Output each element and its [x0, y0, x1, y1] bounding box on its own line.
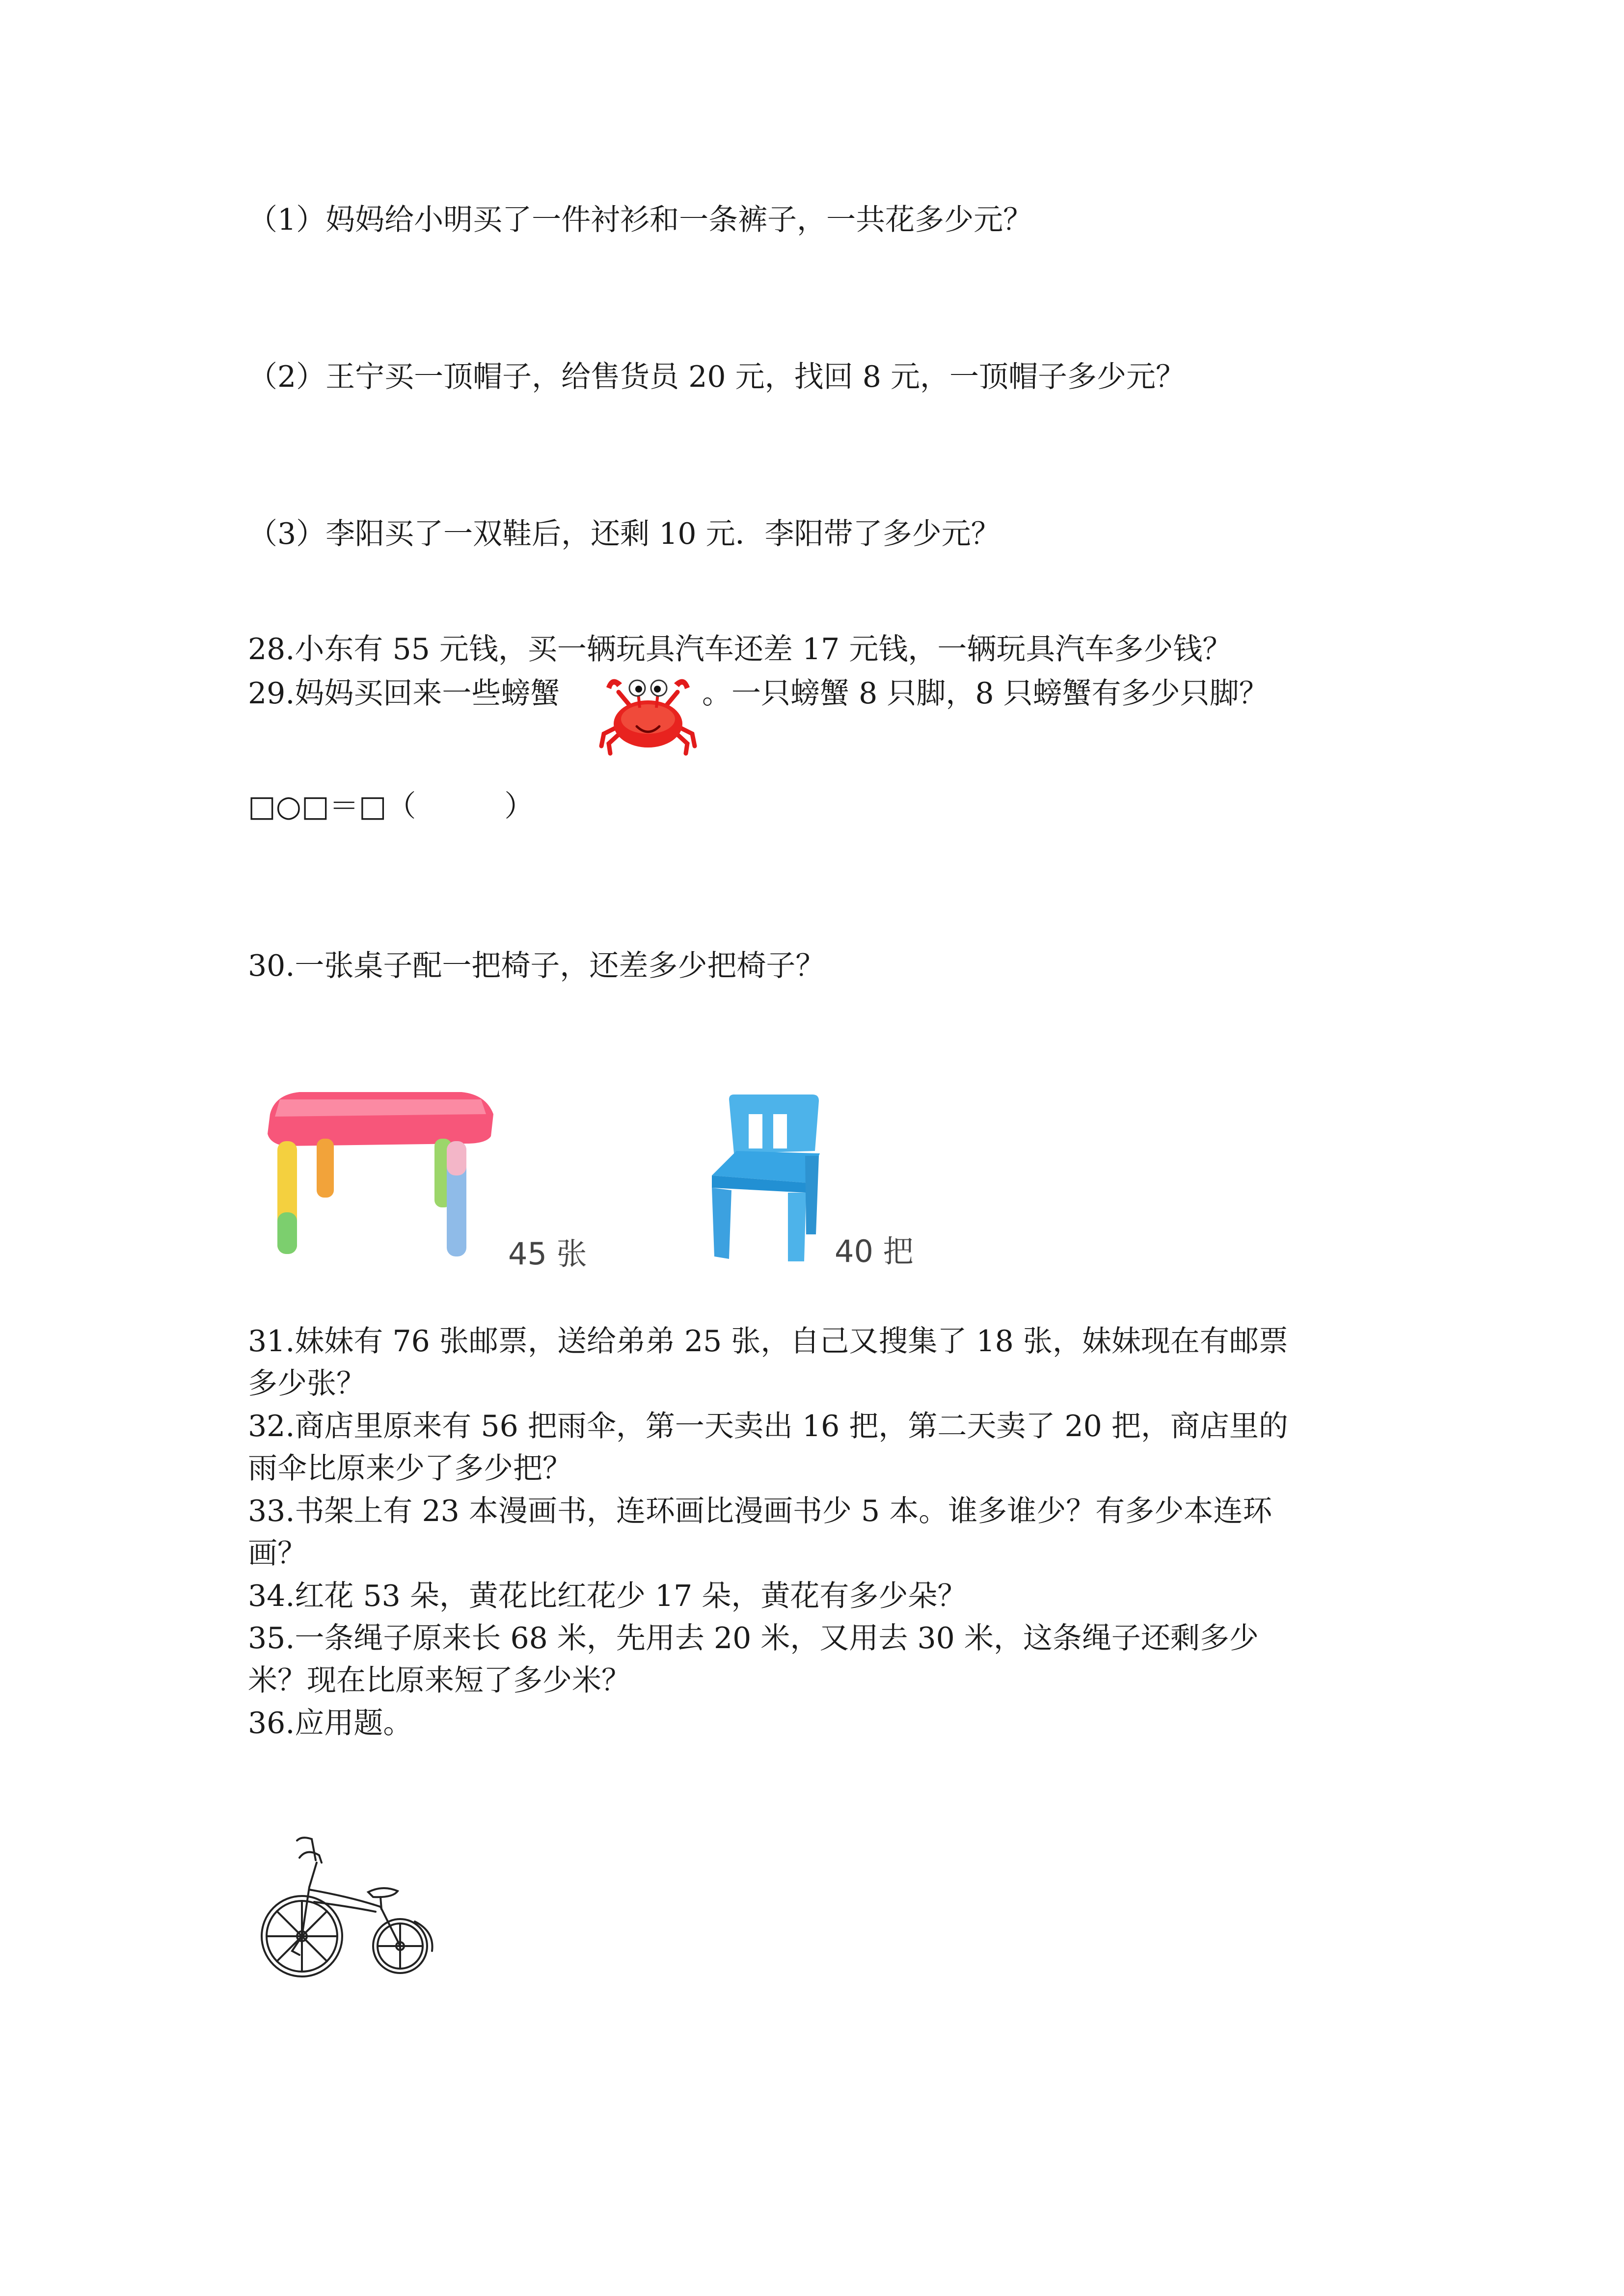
- chair-icon: [692, 1092, 825, 1266]
- table-icon: [260, 1080, 496, 1266]
- question-33-line2: 画？: [248, 1536, 307, 1571]
- question-29-part1: 29.妈妈买回来一些螃蟹: [248, 676, 560, 711]
- question-27-3: （3）李阳买了一双鞋后，还剩 10 元．李阳带了多少元？: [248, 517, 1001, 551]
- table-count-label: 45 张: [508, 1236, 587, 1272]
- question-30: 30.一张桌子配一把椅子，还差多少把椅子？: [248, 949, 825, 983]
- question-31-line1: 31.妹妹有 76 张邮票，送给弟弟 25 张，自己又搜集了 18 张，妹妹现在有邮票: [248, 1324, 1288, 1359]
- question-35-line1: 35.一条绳子原来长 68 米，先用去 20 米，又用去 30 米，这条绳子还剩多少: [248, 1621, 1259, 1655]
- question-29-formula: □○□＝□（ ）: [248, 789, 534, 824]
- question-27-2: （2）王宁买一顶帽子，给售货员 20 元，找回 8 元，一顶帽子多少元？: [248, 360, 1185, 394]
- question-27-1: （1）妈妈给小明买了一件衬衫和一条裤子，一共花多少元？: [248, 203, 1033, 237]
- question-32-line1: 32.商店里原来有 56 把雨伞，第一天卖出 16 把，第二天卖了 20 把，商店里的: [248, 1409, 1288, 1443]
- tricycle-icon: [253, 1833, 437, 1980]
- question-33-line1: 33.书架上有 23 本漫画书，连环画比漫画书少 5 本。谁多谁少？有多少本连环: [248, 1494, 1272, 1528]
- question-34: 34.红花 53 朵，黄花比红花少 17 朵，黄花有多少朵？: [248, 1579, 967, 1613]
- question-29-part2: 。一只螃蟹 8 只脚，8 只螃蟹有多少只脚？: [702, 676, 1269, 711]
- question-32-line2: 雨伞比原来少了多少把？: [248, 1451, 572, 1486]
- chair-count-label: 40 把: [835, 1233, 914, 1269]
- question-35-line2: 米？现在比原来短了多少米？: [248, 1663, 631, 1698]
- question-31-line2: 多少张？: [248, 1366, 366, 1401]
- question-36: 36.应用题。: [248, 1706, 413, 1740]
- question-28: 28.小东有 55 元钱，买一辆玩具汽车还差 17 元钱，一辆玩具汽车多少钱？: [248, 632, 1232, 667]
- crab-icon: [596, 672, 700, 756]
